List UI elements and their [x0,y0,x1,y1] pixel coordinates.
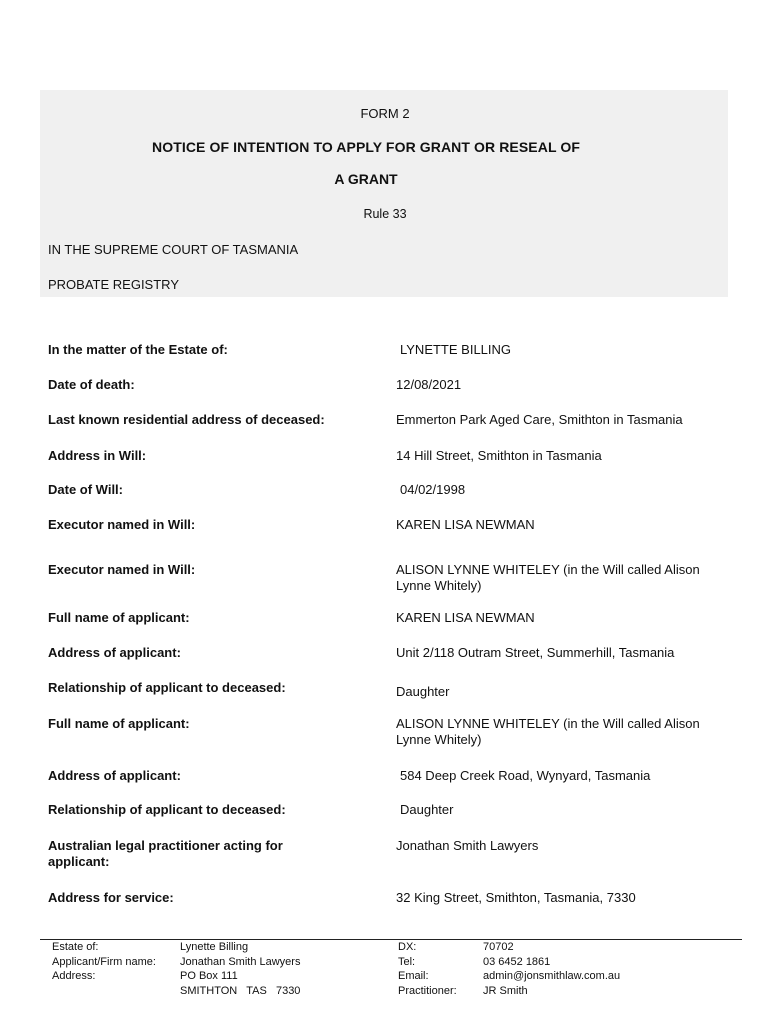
field-label: Executor named in Will: [48,517,196,532]
court-name: IN THE SUPREME COURT OF TASMANIA [48,242,299,257]
field-label: Relationship of applicant to deceased: [48,680,286,695]
document-title-line2: A GRANT [334,171,398,187]
footer-applicant-label: Applicant/Firm name: [52,955,156,968]
field-value: Daughter [400,802,454,817]
field-value: Jonathan Smith Lawyers [396,838,539,853]
footer-dx-value: 70702 [483,941,514,953]
header-box [40,90,728,297]
footer-email-value[interactable]: admin@jonsmithlaw.com.au [483,970,621,982]
field-value: 12/08/2021 [396,377,462,392]
footer-values-left [180,940,300,998]
field-value: ALISON LYNNE WHITELEY (in the Will called Alison Lynne Whitely) [396,716,700,747]
field-label: Australian legal practitioner acting for applicant: [48,838,283,869]
field-label: Address of applicant: [48,645,181,660]
footer-values-right [483,940,620,998]
field-label: Address of applicant: [48,768,181,783]
field-value: Emmerton Park Aged Care, Smithton in Tasmania [396,412,683,427]
footer-address-line1: PO Box 111 [180,970,238,982]
footer-practitioner-label: Practitioner: [398,984,457,997]
field-label: Address in Will: [48,448,147,463]
footer-email-label: Email: [398,970,429,982]
field-label: Full name of applicant: [48,610,190,625]
form-number: FORM 2 [360,106,410,121]
registry-name: PROBATE REGISTRY [48,277,179,292]
document-title-line1: NOTICE OF INTENTION TO APPLY FOR GRANT OR RESEAL OF [152,139,580,155]
footer-estate-label: Estate of: [52,941,99,953]
rule-reference: Rule 33 [363,207,407,221]
footer-applicant-value: Jonathan Smith Lawyers [180,955,301,968]
footer-address-label: Address: [52,970,96,982]
field-label: Address for service: [48,890,174,905]
field-label: Relationship of applicant to deceased: [48,802,286,817]
field-label: Date of Will: [48,482,123,497]
field-value: 584 Deep Creek Road, Wynyard, Tasmania [400,768,651,783]
field-value: 14 Hill Street, Smithton in Tasmania [396,448,602,463]
field-label: Full name of applicant: [48,716,190,731]
field-label: Date of death: [48,377,135,392]
footer-practitioner-value: JR Smith [483,984,528,997]
footer-dx-label: DX: [398,941,417,953]
footer-estate-value: Lynette Billing [180,941,249,953]
field-value: ALISON LYNNE WHITELEY (in the Will called Alison Lynne Whitely) [396,562,700,593]
footer-address-line2: SMITHTON TAS 7330 [180,984,301,997]
field-value: Daughter [396,684,450,699]
footer-tel-value: 03 6452 1861 [483,955,551,968]
field-value: LYNETTE BILLING [400,342,512,357]
field-value: 04/02/1998 [400,482,466,497]
field-value: Unit 2/118 Outram Street, Summerhill, Tasmania [396,645,675,660]
field-label: Last known residential address of deceased: [48,412,325,427]
footer-tel-label: Tel: [398,955,416,968]
field-value: 32 King Street, Smithton, Tasmania, 7330 [396,890,636,905]
footer-labels-left [52,940,156,984]
field-value: KAREN LISA NEWMAN [396,610,535,625]
field-label: Executor named in Will: [48,562,196,577]
footer-labels-right [398,940,457,998]
field-value: KAREN LISA NEWMAN [396,517,535,532]
field-label: In the matter of the Estate of: [48,342,228,357]
